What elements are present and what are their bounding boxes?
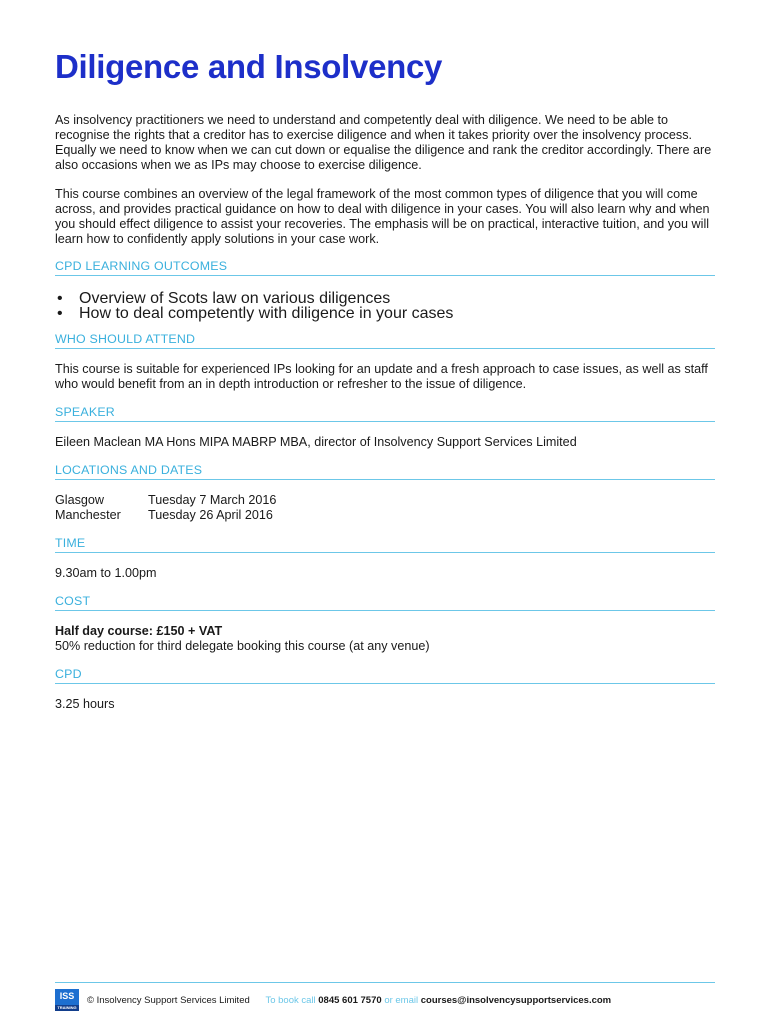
- location-city: Glasgow: [55, 493, 104, 507]
- section-heading: CPD: [55, 667, 715, 684]
- copyright-text: © Insolvency Support Services Limited: [87, 995, 250, 1006]
- section-locations: [55, 463, 715, 523]
- email-link[interactable]: courses@insolvencysupportservices.com: [420, 995, 612, 1006]
- section-who-should-attend: [55, 332, 715, 392]
- location-date: Tuesday 26 April 2016: [148, 508, 273, 522]
- attend-text: This course is suitable for experienced IPs looking for an update and a fresh approach to case issues, as well as staff who would benefit from an in depth introduction or refresher to the issue of diligence.: [55, 362, 708, 391]
- section-heading: COST: [55, 594, 715, 611]
- section-time: [55, 536, 715, 581]
- cost-price: Half day course: £150 + VAT: [55, 624, 223, 638]
- list-item: • Overview of Scots law on various diligences: [57, 290, 391, 307]
- footer-contact: [87, 995, 611, 1006]
- cost-body: [55, 624, 715, 654]
- bullet-icon: •: [57, 290, 63, 307]
- phone-number[interactable]: 0845 601 7570: [318, 995, 382, 1006]
- section-heading: CPD LEARNING OUTCOMES: [55, 259, 715, 276]
- iss-logo: ISS TRAINING: [55, 989, 79, 1011]
- location-date: Tuesday 7 March 2016: [148, 493, 277, 507]
- bullet-icon: •: [57, 305, 63, 322]
- section-heading: LOCATIONS AND DATES: [55, 463, 715, 480]
- section-speaker: [55, 405, 715, 450]
- intro-paragraph: This course combines an overview of the legal framework of the most common types of diligence that you will come across, and provides practical guidance on how to deal with diligence in your cases. You will also learn why and when you should effect diligence to assist your recoveries. The emphasis will be on practical, interactive tuition, and you will learn how to confidently apply solutions in your case work.: [55, 187, 710, 246]
- list-item: • How to deal competently with diligence in your cases: [57, 305, 454, 322]
- section-cpd: [55, 667, 715, 712]
- page-title: Diligence and Insolvency: [55, 48, 443, 85]
- intro-text: [55, 113, 715, 261]
- location-city: Manchester: [55, 508, 121, 522]
- or-email: or email: [384, 995, 419, 1006]
- location-row: [55, 493, 715, 508]
- location-row: [55, 508, 715, 523]
- section-outcomes: [55, 259, 715, 320]
- speaker-text: Eileen Maclean MA Hons MIPA MABRP MBA, director of Insolvency Support Services Limited: [55, 435, 577, 449]
- page-footer: [55, 982, 715, 1013]
- outcomes-list: [55, 290, 715, 320]
- intro-paragraph: As insolvency practitioners we need to understand and competently deal with diligence. We need to be able to recognise the rights that a creditor has to exercise diligence and when it takes priority over the insolvency process. Equally we need to know when we can cut down or equalise the diligence and rank the creditor accordingly. There are also occasions when we as IPs may choose to exercise diligence.: [55, 113, 712, 172]
- section-heading: TIME: [55, 536, 715, 553]
- time-text: 9.30am to 1.00pm: [55, 566, 157, 580]
- cost-discount: 50% reduction for third delegate booking this course (at any venue): [55, 639, 430, 653]
- section-heading: WHO SHOULD ATTEND: [55, 332, 715, 349]
- section-heading: SPEAKER: [55, 405, 715, 422]
- book-prefix: To book call: [265, 995, 316, 1006]
- cpd-text: 3.25 hours: [55, 697, 115, 711]
- section-cost: [55, 594, 715, 654]
- locations-list: [55, 493, 715, 523]
